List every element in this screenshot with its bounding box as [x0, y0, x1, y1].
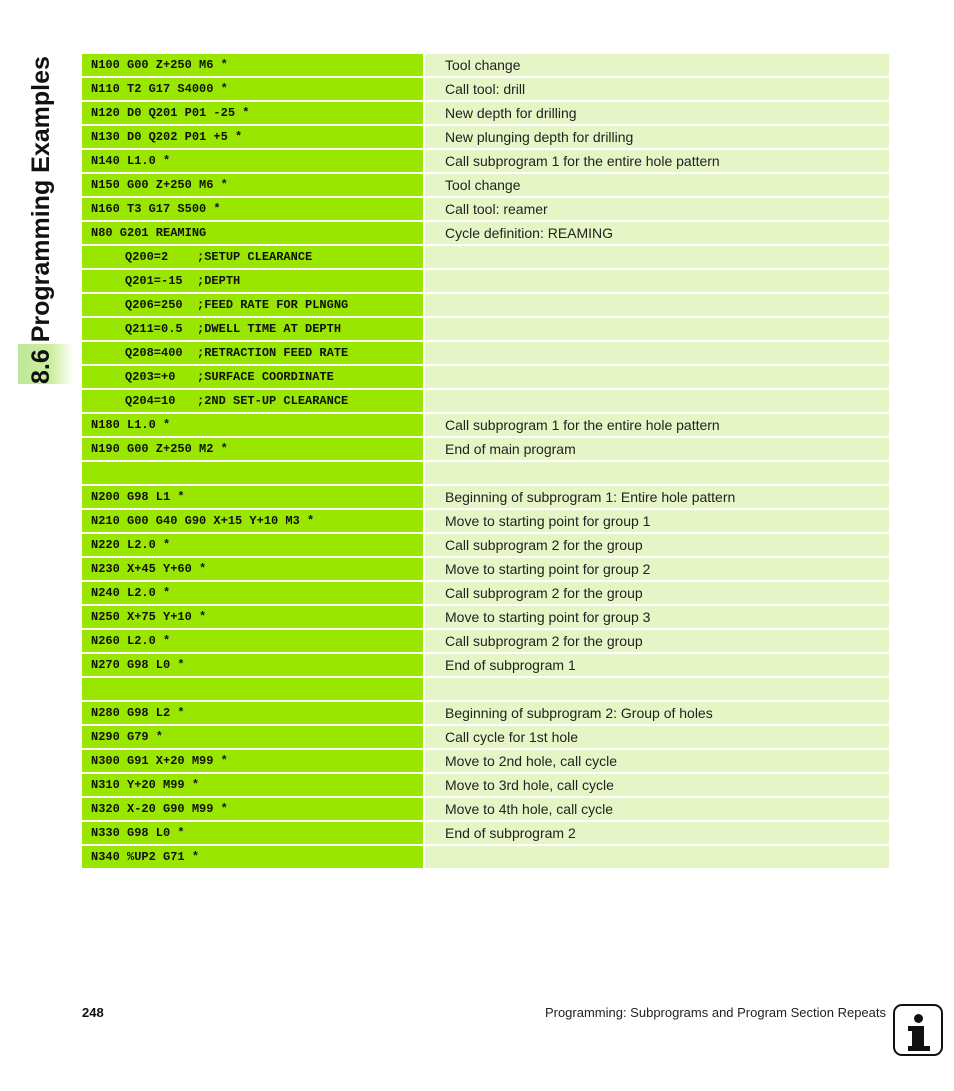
info-icon	[893, 1004, 943, 1056]
nc-code-cell: Q208=400 ;RETRACTION FEED RATE	[82, 342, 423, 364]
description-cell: New depth for drilling	[425, 102, 889, 124]
description-cell: Call subprogram 1 for the entire hole pattern	[425, 414, 889, 436]
section-title: 8.6 Programming Examples	[27, 56, 55, 384]
table-row	[82, 54, 889, 78]
description-cell: Call tool: drill	[425, 78, 889, 100]
nc-code-cell: N280 G98 L2 *	[82, 702, 423, 724]
table-row	[82, 510, 889, 534]
nc-code-cell: N260 L2.0 *	[82, 630, 423, 652]
table-row	[82, 102, 889, 126]
description-cell	[425, 366, 889, 388]
nc-code-cell: N190 G00 Z+250 M2 *	[82, 438, 423, 460]
table-row	[82, 150, 889, 174]
nc-code-cell: N180 L1.0 *	[82, 414, 423, 436]
description-cell: Move to 2nd hole, call cycle	[425, 750, 889, 772]
table-row	[82, 342, 889, 366]
nc-code-cell: N130 D0 Q202 P01 +5 *	[82, 126, 423, 148]
nc-code-cell: N320 X-20 G90 M99 *	[82, 798, 423, 820]
table-row	[82, 414, 889, 438]
nc-code-cell: N330 G98 L0 *	[82, 822, 423, 844]
table-row	[82, 294, 889, 318]
table-row	[82, 582, 889, 606]
table-row	[82, 750, 889, 774]
table-row	[82, 222, 889, 246]
nc-code-cell: N340 %UP2 G71 *	[82, 846, 423, 868]
table-row	[82, 438, 889, 462]
table-row	[82, 774, 889, 798]
nc-code-cell	[82, 462, 423, 484]
table-row	[82, 846, 889, 870]
nc-code-cell: N160 T3 G17 S500 *	[82, 198, 423, 220]
nc-code-cell: N140 L1.0 *	[82, 150, 423, 172]
nc-code-cell: N110 T2 G17 S4000 *	[82, 78, 423, 100]
table-row	[82, 678, 889, 702]
table-row	[82, 486, 889, 510]
nc-code-cell	[82, 678, 423, 700]
description-cell: Beginning of subprogram 2: Group of holes	[425, 702, 889, 724]
description-cell: End of main program	[425, 438, 889, 460]
nc-code-cell: N270 G98 L0 *	[82, 654, 423, 676]
table-row	[82, 246, 889, 270]
nc-code-cell: N230 X+45 Y+60 *	[82, 558, 423, 580]
nc-code-cell: Q200=2 ;SETUP CLEARANCE	[82, 246, 423, 268]
nc-code-cell: Q211=0.5 ;DWELL TIME AT DEPTH	[82, 318, 423, 340]
nc-code-cell: N150 G00 Z+250 M6 *	[82, 174, 423, 196]
description-cell	[425, 390, 889, 412]
description-cell: Call subprogram 2 for the group	[425, 582, 889, 604]
nc-code-cell: Q204=10 ;2ND SET-UP CLEARANCE	[82, 390, 423, 412]
description-cell	[425, 342, 889, 364]
table-row	[82, 366, 889, 390]
nc-code-cell: N240 L2.0 *	[82, 582, 423, 604]
nc-code-cell: N200 G98 L1 *	[82, 486, 423, 508]
program-listing-table	[82, 54, 889, 870]
table-row	[82, 318, 889, 342]
nc-code-cell: N220 L2.0 *	[82, 534, 423, 556]
nc-code-cell: N300 G91 X+20 M99 *	[82, 750, 423, 772]
description-cell	[425, 462, 889, 484]
description-cell: Call subprogram 1 for the entire hole pattern	[425, 150, 889, 172]
description-cell	[425, 246, 889, 268]
chapter-title: Programming: Subprograms and Program Section Repeats	[544, 1005, 886, 1020]
nc-code-cell: N100 G00 Z+250 M6 *	[82, 54, 423, 76]
nc-code-cell: Q203=+0 ;SURFACE COORDINATE	[82, 366, 423, 388]
nc-code-cell: N120 D0 Q201 P01 -25 *	[82, 102, 423, 124]
description-cell	[425, 294, 889, 316]
description-cell: Call cycle for 1st hole	[425, 726, 889, 748]
table-row	[82, 462, 889, 486]
description-cell: End of subprogram 2	[425, 822, 889, 844]
table-row	[82, 126, 889, 150]
description-cell: Tool change	[425, 54, 889, 76]
table-row	[82, 174, 889, 198]
table-row	[82, 822, 889, 846]
description-cell	[425, 318, 889, 340]
nc-code-cell: N80 G201 REAMING	[82, 222, 423, 244]
description-cell: New plunging depth for drilling	[425, 126, 889, 148]
table-row	[82, 390, 889, 414]
description-cell: Move to 3rd hole, call cycle	[425, 774, 889, 796]
nc-code-cell: N250 X+75 Y+10 *	[82, 606, 423, 628]
description-cell: Call subprogram 2 for the group	[425, 534, 889, 556]
description-cell: Move to starting point for group 2	[425, 558, 889, 580]
table-row	[82, 78, 889, 102]
description-cell: Tool change	[425, 174, 889, 196]
description-cell: Move to 4th hole, call cycle	[425, 798, 889, 820]
description-cell: Move to starting point for group 3	[425, 606, 889, 628]
table-row	[82, 606, 889, 630]
nc-code-cell: N210 G00 G40 G90 X+15 Y+10 M3 *	[82, 510, 423, 532]
description-cell	[425, 678, 889, 700]
description-cell: Beginning of subprogram 1: Entire hole pattern	[425, 486, 889, 508]
description-cell: Move to starting point for group 1	[425, 510, 889, 532]
table-row	[82, 534, 889, 558]
table-row	[82, 558, 889, 582]
nc-code-cell: Q206=250 ;FEED RATE FOR PLNGNG	[82, 294, 423, 316]
nc-code-cell: Q201=-15 ;DEPTH	[82, 270, 423, 292]
table-row	[82, 270, 889, 294]
section-title-vertical	[22, 54, 60, 384]
nc-code-cell: N290 G79 *	[82, 726, 423, 748]
table-row	[82, 798, 889, 822]
description-cell	[425, 846, 889, 868]
description-cell	[425, 270, 889, 292]
table-row	[82, 726, 889, 750]
page-number: 248	[82, 1005, 104, 1020]
description-cell: Call subprogram 2 for the group	[425, 630, 889, 652]
table-row	[82, 198, 889, 222]
table-row	[82, 654, 889, 678]
table-row	[82, 630, 889, 654]
description-cell: Cycle definition: REAMING	[425, 222, 889, 244]
nc-code-cell: N310 Y+20 M99 *	[82, 774, 423, 796]
table-row	[82, 702, 889, 726]
description-cell: Call tool: reamer	[425, 198, 889, 220]
description-cell: End of subprogram 1	[425, 654, 889, 676]
